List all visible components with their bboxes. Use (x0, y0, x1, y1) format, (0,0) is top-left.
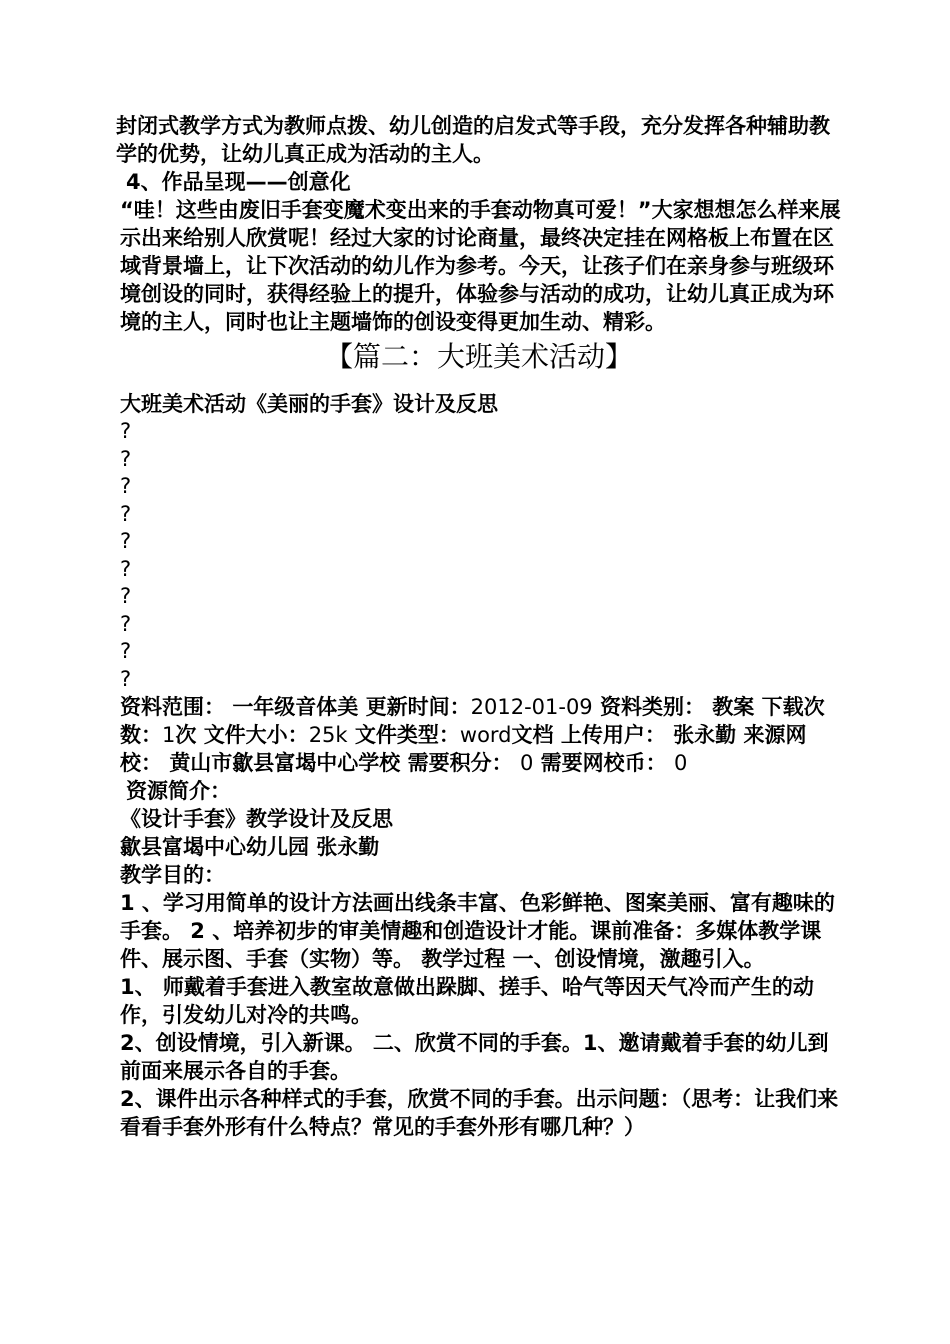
uploader-label: 上传用户： (560, 723, 666, 747)
type-unit: 文档 (511, 723, 554, 747)
points-value: 0 (519, 751, 534, 775)
author-line: 歙县富堨中心幼儿园 张永勤 (120, 835, 380, 859)
placeholder-mark: ? (120, 501, 132, 526)
placeholder-mark: ? (120, 474, 132, 498)
updated-value: 2012-01-09 (470, 695, 593, 719)
section-heading: 【篇二：大班美术活动】 (324, 340, 633, 373)
intro-paragraph: 封闭式教学方式为教师点拨、幼儿创造的启发式等手段，充分发挥各种辅助教学的优势，让幼儿真正成为活动的主人。 (116, 114, 830, 166)
uploader-value: 张永勤 (673, 723, 737, 747)
size-value: 25k (308, 723, 348, 747)
updated-label: 更新时间： (365, 695, 471, 719)
scope-label: 资料范围： (120, 695, 225, 719)
placeholder-mark: ? (120, 529, 132, 553)
goals-paragraph: 1 、学习用简单的设计方法画出线条丰富、色彩鲜艳、图案美丽、富有趣味的手套。 2 、培养初步的审美情趣和创造设计才能。课前准备：多媒体教学课件、展示图、手套（实物）等。 教学过程 一、创设情境，激趣引入。 (120, 891, 835, 971)
placeholder-mark: ? (120, 611, 132, 636)
coins-value: 0 (673, 751, 688, 775)
placeholder-list (116, 418, 842, 693)
source-value: 黄山市歙县富堨中心学校 (169, 751, 401, 775)
section-item-4: 4、作品呈现——创意化 (126, 170, 351, 194)
source-label: 来源网校： (120, 723, 807, 775)
placeholder-mark: ? (120, 556, 132, 581)
resource-intro-label: 资源简介： (126, 779, 231, 803)
placeholder-mark: ? (120, 419, 132, 443)
resource-meta (116, 693, 842, 777)
design-title: 《设计手套》教学设计及反思 (120, 807, 393, 831)
placeholder-mark: ? (120, 584, 132, 608)
downloads-value: 1 (162, 723, 176, 747)
type-value: word (459, 723, 512, 747)
placeholder-mark: ? (120, 639, 132, 663)
downloads-label: 下载次数： (120, 695, 825, 747)
scope-value: 一年级音体美 (232, 695, 359, 719)
document-title: 大班美术活动《美丽的手套》设计及反思 (120, 392, 498, 416)
type-label: 文件类型： (354, 723, 460, 747)
step-3-paragraph: 2、课件出示各种样式的手套，欣赏不同的手套。出示问题：（思考：让我们来看看手套外形有什么特点？常见的手套外形有哪几种？） (120, 1087, 839, 1139)
goal-label: 教学目的： (120, 863, 225, 887)
step-2-paragraph: 2、创设情境，引入新课。 二、欣赏不同的手套。1、邀请戴着手套的幼儿到前面来展示各自的手套。 (120, 1031, 829, 1083)
placeholder-mark: ? (120, 446, 132, 471)
document-page (116, 112, 842, 1141)
placeholder-mark: ? (120, 666, 132, 691)
category-value: 教案 (712, 695, 755, 719)
step-1-paragraph: 1、 师戴着手套进入教室故意做出跺脚、搓手、哈气等因天气冷而产生的动作，引发幼儿对冷的共鸣。 (120, 975, 814, 1027)
category-label: 资料类别： (599, 695, 705, 719)
points-label: 需要积分： (407, 751, 513, 775)
size-label: 文件大小： (203, 723, 309, 747)
closing-paragraph: “哇！这些由废旧手套变魔术变出来的手套动物真可爱！”大家想想怎么样来展示出来给别人欣赏呢！经过大家的讨论商量，最终决定挂在网格板上布置在区域背景墙上，让下次活动的幼儿作为参考。今天，让孩子们在亲身参与班级环境创设的同时，获得经验上的提升，体验参与活动的成功，让幼儿真正成为环境的主人，同时也让主题墙饰的创设变得更加生动、精彩。 (120, 198, 841, 334)
downloads-unit: 次 (175, 723, 197, 747)
coins-label: 需要网校币： (540, 751, 667, 775)
